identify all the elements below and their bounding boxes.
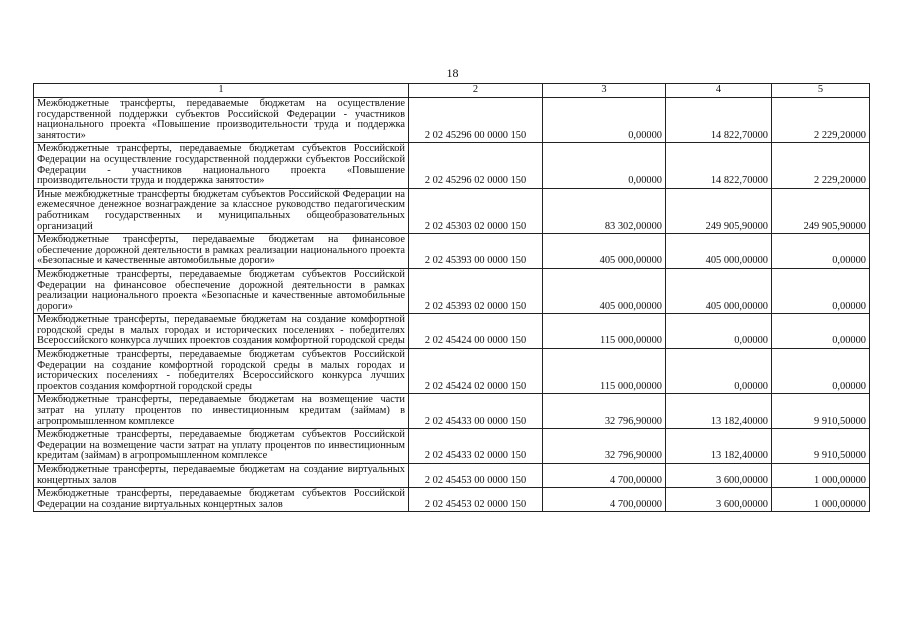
row-value-col4: 0,00000 [666,349,772,394]
row-value-col4: 14 822,70000 [666,98,772,143]
row-value-col5: 249 905,90000 [772,188,870,233]
row-description: Межбюджетные трансферты, передаваемые бюджетам субъектов Российской Федерации на возмещение части затрат на уплату процентов по инвестиционным кредитам (займам) в агропромышленном комплексе [34,429,409,464]
table-row [34,188,870,233]
row-value-col4: 249 905,90000 [666,188,772,233]
row-value-col5: 1 000,00000 [772,464,870,488]
table-row [34,234,870,269]
row-classification-code: 2 02 45453 00 0000 150 [409,464,543,488]
table-row [34,98,870,143]
row-value-col3: 405 000,00000 [543,234,666,269]
row-value-col4: 14 822,70000 [666,143,772,188]
column-header: 5 [772,84,870,98]
row-value-col5: 2 229,20000 [772,98,870,143]
table-row [34,464,870,488]
row-description: Межбюджетные трансферты, передаваемые бюджетам субъектов Российской Федерации на осуществление государственной поддержки субъектов Российской Федерации - участников национального проекта «Повышение производительности труда и поддержка занятости» [34,143,409,188]
row-classification-code: 2 02 45433 02 0000 150 [409,429,543,464]
table-row [34,349,870,394]
row-value-col4: 405 000,00000 [666,268,772,313]
row-classification-code: 2 02 45393 02 0000 150 [409,268,543,313]
row-value-col3: 32 796,90000 [543,429,666,464]
row-value-col3: 115 000,00000 [543,314,666,349]
table-row [34,143,870,188]
row-value-col3: 405 000,00000 [543,268,666,313]
row-classification-code: 2 02 45453 02 0000 150 [409,488,543,512]
column-header: 2 [409,84,543,98]
row-value-col5: 9 910,50000 [772,429,870,464]
row-description: Межбюджетные трансферты, передаваемые бюджетам на создание виртуальных концертных залов [34,464,409,488]
table-row [34,314,870,349]
row-value-col3: 115 000,00000 [543,349,666,394]
column-header: 3 [543,84,666,98]
row-classification-code: 2 02 45296 00 0000 150 [409,98,543,143]
table-row [34,394,870,429]
row-classification-code: 2 02 45393 00 0000 150 [409,234,543,269]
table-header-row [34,84,870,98]
row-description: Межбюджетные трансферты, передаваемые бюджетам субъектов Российской Федерации на создание комфортной городской среды в малых городах и исторических поселениях - победителях Всероссийского конкурса лучших проектов создания комфортной городской среды [34,349,409,394]
row-description: Межбюджетные трансферты, передаваемые бюджетам на возмещение части затрат на уплату процентов по инвестиционным кредитам (займам) в агропромышленном комплексе [34,394,409,429]
table-row [34,488,870,512]
table-row [34,268,870,313]
row-value-col3: 0,00000 [543,143,666,188]
row-value-col3: 4 700,00000 [543,464,666,488]
column-header: 1 [34,84,409,98]
row-value-col3: 4 700,00000 [543,488,666,512]
table-row [34,429,870,464]
row-value-col3: 32 796,90000 [543,394,666,429]
row-value-col5: 9 910,50000 [772,394,870,429]
row-value-col5: 0,00000 [772,314,870,349]
row-description: Межбюджетные трансферты, передаваемые бюджетам на осуществление государственной поддержки субъектов Российской Федерации - участников национального проекта «Повышение производительности труда и поддержка занятости» [34,98,409,143]
page-number: 18 [446,66,459,80]
row-value-col4: 3 600,00000 [666,464,772,488]
row-value-col5: 0,00000 [772,349,870,394]
row-value-col4: 13 182,40000 [666,394,772,429]
row-classification-code: 2 02 45424 00 0000 150 [409,314,543,349]
row-value-col5: 1 000,00000 [772,488,870,512]
row-value-col5: 0,00000 [772,234,870,269]
row-description: Межбюджетные трансферты, передаваемые бюджетам на создание комфортной городской среды в малых городах и исторических поселениях - победителях Всероссийского конкурса лучших проектов создания комфортной городской среды [34,314,409,349]
row-value-col4: 0,00000 [666,314,772,349]
row-value-col4: 13 182,40000 [666,429,772,464]
row-value-col4: 405 000,00000 [666,234,772,269]
row-classification-code: 2 02 45296 02 0000 150 [409,143,543,188]
row-value-col3: 83 302,00000 [543,188,666,233]
row-description: Межбюджетные трансферты, передаваемые бюджетам на финансовое обеспечение дорожной деятельности в рамках реализации национального проекта «Безопасные и качественные автомобильные дороги» [34,234,409,269]
budget-table [33,83,870,512]
row-value-col5: 0,00000 [772,268,870,313]
row-value-col3: 0,00000 [543,98,666,143]
row-description: Межбюджетные трансферты, передаваемые бюджетам субъектов Российской Федерации на финансовое обеспечение дорожной деятельности в рамках реализации национального проекта «Безопасные и качественные автомобильные дороги» [34,268,409,313]
row-classification-code: 2 02 45424 02 0000 150 [409,349,543,394]
row-value-col4: 3 600,00000 [666,488,772,512]
row-description: Иные межбюджетные трансферты бюджетам субъектов Российской Федерации на ежемесячное денежное вознаграждение за классное руководство педагогическим работникам государственных и муниципальных общеобразовательных организаций [34,188,409,233]
row-classification-code: 2 02 45433 00 0000 150 [409,394,543,429]
row-description: Межбюджетные трансферты, передаваемые бюджетам субъектов Российской Федерации на создание виртуальных концертных залов [34,488,409,512]
column-header: 4 [666,84,772,98]
row-classification-code: 2 02 45303 02 0000 150 [409,188,543,233]
row-value-col5: 2 229,20000 [772,143,870,188]
